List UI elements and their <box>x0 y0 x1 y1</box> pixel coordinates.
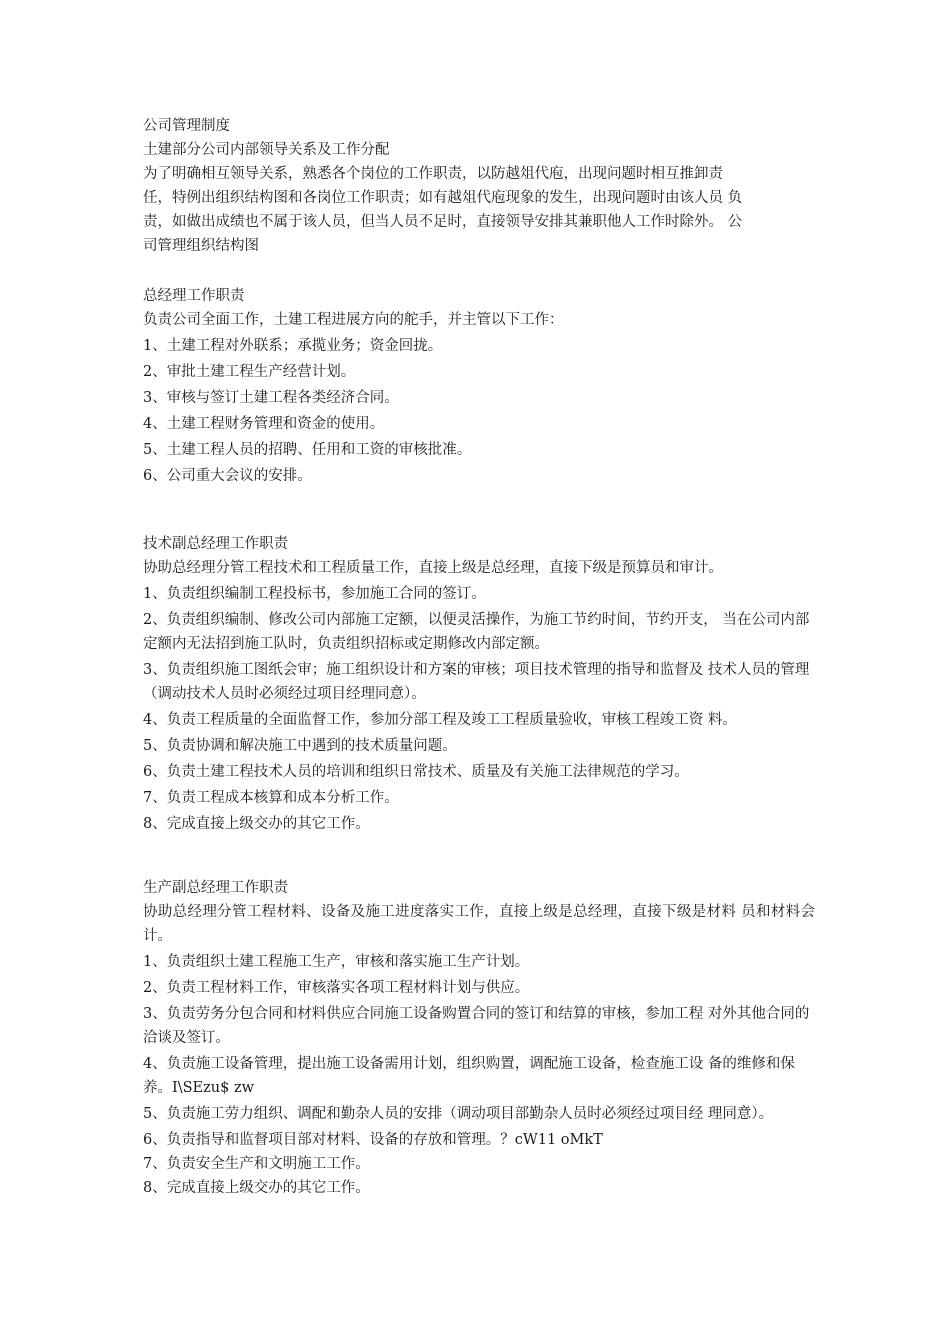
gm-heading: 总经理工作职责 <box>143 288 245 304</box>
gm-duty-item: 2、审批土建工程生产经营计划。 <box>143 364 356 380</box>
prod-duty-item: 1、负责组织土建工程施工生产，审核和落实施工生产计划。 <box>143 954 530 970</box>
gm-section <box>143 284 815 488</box>
gm-duty-item: 4、土建工程财务管理和资金的使用。 <box>143 416 385 432</box>
document-subtitle: 土建部分公司内部领导关系及工作分配 <box>143 142 390 158</box>
prod-section <box>143 876 815 1200</box>
document-title: 公司管理制度 <box>143 118 230 134</box>
gm-summary: 负责公司全面工作，土建工程进展方向的舵手，并主管以下工作： <box>143 312 564 328</box>
intro-line: 为了明确相互领导关系，熟悉各个岗位的工作职责，以防越俎代庖，出现问题时相互推卸责 <box>143 166 723 182</box>
intro-line: 司管理组织结构图 <box>143 238 259 254</box>
prod-duty-item: 8、完成直接上级交办的其它工作。 <box>143 1180 370 1196</box>
prod-duty-item: 5、负责施工劳力组织、调配和勤杂人员的安排（调动项目部勤杂人员时必须经过项目经 理同意）。 <box>143 1106 774 1122</box>
gm-duty-item: 1、土建工程对外联系；承揽业务；资金回拢。 <box>143 338 443 354</box>
tech-section <box>143 532 815 836</box>
tech-heading: 技术副总经理工作职责 <box>143 536 288 552</box>
tech-duty-item: 6、负责土建工程技术人员的培训和组织日常技术、质量及有关施工法律规范的学习。 <box>143 764 689 780</box>
tech-duty-item: 1、负责组织编制工程投标书，参加施工合同的签订。 <box>143 586 486 602</box>
intro-section <box>143 114 815 258</box>
tech-duty-item: 8、完成直接上级交办的其它工作。 <box>143 816 370 832</box>
prod-duty-item: 2、负责工程材料工作，审核落实各项工程材料计划与供应。 <box>143 980 530 996</box>
tech-duty-item: 3、负责组织施工图纸会审；施工组织设计和方案的审核；项目技术管理的指导和监督及 技术人员的管理（调动技术人员时必须经过项目经理同意）。 <box>143 662 810 702</box>
gm-duty-item: 6、公司重大会议的安排。 <box>143 468 312 484</box>
gm-duty-item: 5、土建工程人员的招聘、任用和工资的审核批准。 <box>143 442 472 458</box>
tech-duty-item: 7、负责工程成本核算和成本分析工作。 <box>143 790 399 806</box>
intro-line: 任，特例出组织结构图和各岗位工作职责；如有越俎代庖现象的发生，出现问题时由该人员 负 <box>143 190 743 206</box>
prod-duty-item: 7、负责安全生产和文明施工工作。 <box>143 1156 370 1172</box>
tech-summary: 协助总经理分管工程技术和工程质量工作，直接上级是总经理，直接下级是预算员和审计。 <box>143 560 723 576</box>
prod-duty-item: 3、负责劳务分包合同和材料供应合同施工设备购置合同的签订和结算的审核，参加工程 对外其他合同的洽谈及签订。 <box>143 1006 810 1046</box>
prod-duty-item: 6、负责指导和监督项目部对材料、设备的存放和管理。？cW11 oMkT <box>143 1132 603 1148</box>
intro-line: 责，如做出成绩也不属于该人员，但当人员不足时，直接领导安排其兼职他人工作时除外。 公 <box>143 214 743 230</box>
tech-duty-item: 4、负责工程质量的全面监督工作，参加分部工程及竣工工程质量验收，审核工程竣工资 料。 <box>143 712 737 728</box>
tech-duty-item: 5、负责协调和解决施工中遇到的技术质量问题。 <box>143 738 457 754</box>
prod-duty-item: 4、负责施工设备管理，提出施工设备需用计划，组织购置，调配施工设备，检查施工设 备的维修和保养。I\SEzu$ zw <box>143 1056 795 1096</box>
prod-heading: 生产副总经理工作职责 <box>143 880 288 896</box>
prod-summary: 协助总经理分管工程材料、设备及施工进度落实工作，直接上级是总经理，直接下级是材料 员和材料会计。 <box>143 904 815 944</box>
tech-duty-item: 2、负责组织编制、修改公司内部施工定额，以便灵活操作，为施工节约时间，节约开支， 当在公司内部定额内无法招到施工队时，负责组织招标或定期修改内部定额。 <box>143 612 810 652</box>
gm-duty-item: 3、审核与签订土建工程各类经济合同。 <box>143 390 399 406</box>
